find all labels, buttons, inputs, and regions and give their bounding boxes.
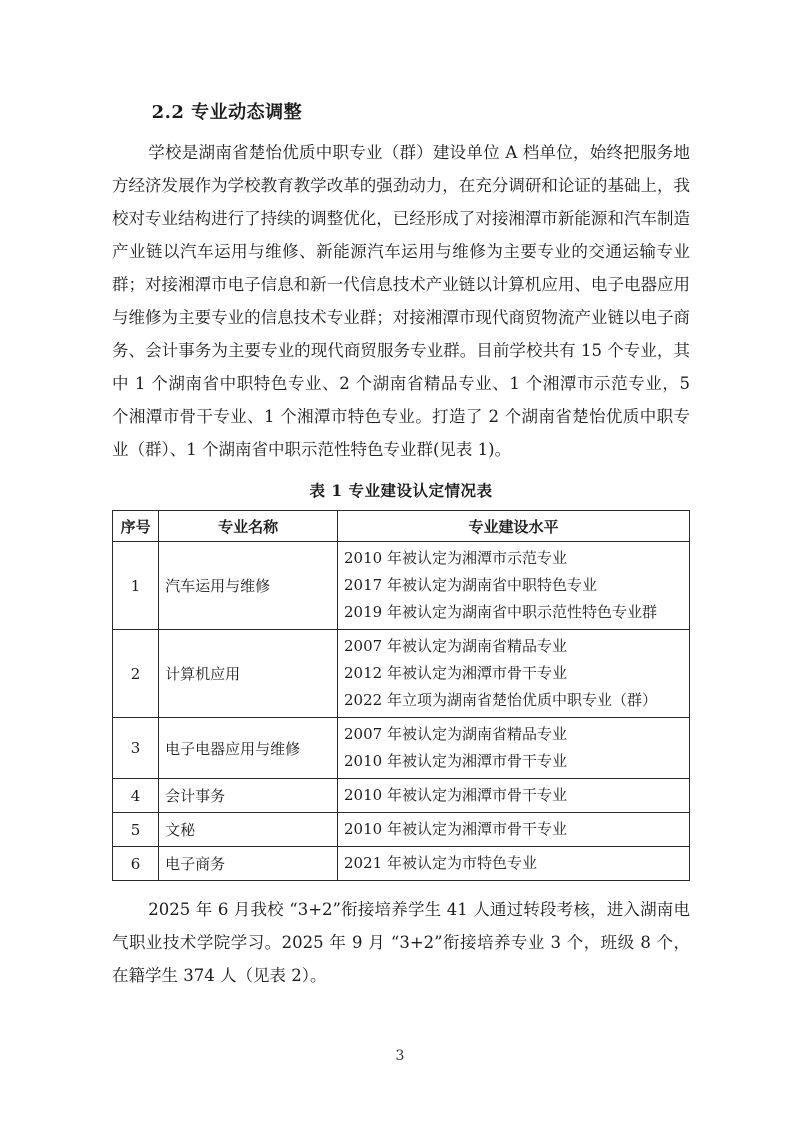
major-construction-table [112, 510, 690, 881]
major-name: 汽车运用与维修 [159, 542, 338, 630]
table-header-row [113, 511, 690, 542]
row-number: 6 [113, 847, 159, 881]
row-number: 2 [113, 630, 159, 718]
table-row [113, 542, 690, 630]
closing-paragraph: 2025 年 6 月我校 “3+2”衔接培养学生 41 人通过转段考核，进入湖南电气职业技术学院学习。2025 年 9 月 “3+2”衔接培养专业 3 个，班级 8 个，在籍学生 374 人（见表 2）。 [112, 900, 690, 985]
level-line: 2007 年被认定为湖南省精品专业 [344, 725, 567, 743]
header-cell-major: 专业名称 [159, 511, 338, 542]
level-cell [338, 718, 690, 779]
major-name: 电子电器应用与维修 [159, 718, 338, 779]
header-cell-level: 专业建设水平 [338, 511, 690, 542]
level-cell [338, 847, 690, 881]
major-name: 文秘 [159, 813, 338, 847]
row-number: 5 [113, 813, 159, 847]
table-row [113, 847, 690, 881]
level-line: 2010 年被认定为湘潭市示范专业 [344, 549, 567, 567]
table-row [113, 779, 690, 813]
table-row [113, 630, 690, 718]
header-cell-no: 序号 [113, 511, 159, 542]
level-cell [338, 630, 690, 718]
level-cell [338, 542, 690, 630]
table-row [113, 718, 690, 779]
table-row [113, 813, 690, 847]
major-name: 会计事务 [159, 779, 338, 813]
row-number: 4 [113, 779, 159, 813]
level-line: 2017 年被认定为湖南省中职特色专业 [344, 576, 597, 594]
row-number: 1 [113, 542, 159, 630]
row-number: 3 [113, 718, 159, 779]
level-line: 2021 年被认定为市特色专业 [344, 854, 537, 872]
level-line: 2019 年被认定为湖南省中职示范性特色专业群 [344, 603, 657, 621]
level-line: 2010 年被认定为湘潭市骨干专业 [344, 820, 567, 838]
level-cell [338, 813, 690, 847]
major-name: 电子商务 [159, 847, 338, 881]
table-caption: 表 1 专业建设认定情况表 [309, 481, 493, 500]
level-line: 2022 年立项为湖南省楚怡优质中职专业（群） [344, 691, 657, 709]
level-line: 2010 年被认定为湘潭市骨干专业 [344, 786, 567, 804]
level-cell [338, 779, 690, 813]
section-heading: 2.2 专业动态调整 [151, 102, 303, 123]
level-line: 2010 年被认定为湘潭市骨干专业 [344, 752, 567, 770]
major-name: 计算机应用 [159, 630, 338, 718]
level-line: 2007 年被认定为湖南省精品专业 [344, 637, 567, 655]
level-line: 2012 年被认定为湘潭市骨干专业 [344, 664, 567, 682]
page-number: 3 [395, 1048, 405, 1064]
intro-paragraph: 学校是湖南省楚怡优质中职专业（群）建设单位 A 档单位，始终把服务地方经济发展作为学校教育教学改革的强劲动力，在充分调研和论证的基础上，我校对专业结构进行了持续的调整优化，已经形成了对接湘潭市新能源和汽车制造产业链以汽车运用与维修、新能源汽车运用与维修为主要专业的交通运输专业群；对接湘潭市电子信息和新一代信息技术产业链以计算机应用、电子电器应用与维修为主要专业的信息技术专业群；对接湘潭市现代商贸物流产业链以电子商务、会计事务为主要专业的现代商贸服务专业群。目前学校共有 15 个专业，其中 1 个湖南省中职特色专业、2 个湖南省精品专业、1 个湘潭市示范专业，5 个湘潭市骨干专业、1 个湘潭市特色专业。打造了 2 个湖南省楚怡优质中职专业（群）、1 个湖南省中职示范性特色专业群(见表 1)。 [112, 143, 690, 459]
